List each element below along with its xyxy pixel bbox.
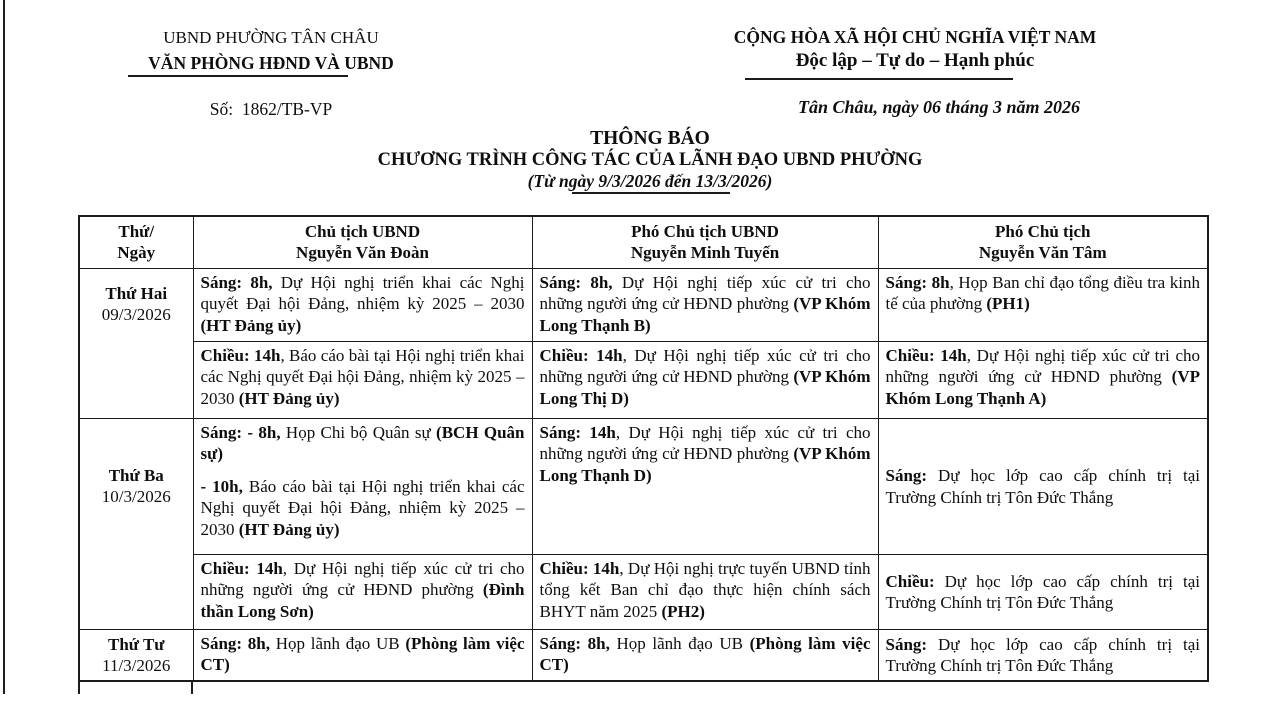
schedule-cell-tue-afternoon-vice1: Chiều: 14h, Dự Hội nghị trực tuyến UBND tỉnh tổng kết Ban chỉ đạo thực hiện chính sách BHYT năm 2025 (PH2) [532, 554, 878, 629]
national-title: CỘNG HÒA XÃ HỘI CHỦ NGHĨA VIỆT NAM [733, 27, 1097, 47]
table-row [79, 341, 1208, 418]
column-header-day: Thứ/ Ngày [79, 216, 193, 268]
schedule-cell-wed-morning-vice1: Sáng: 8h, Họp lãnh đạo UB (Phòng làm việc CT) [532, 629, 878, 681]
schedule-cell-mon-afternoon-chairman: Chiều: 14h, Báo cáo bài tại Hội nghị triển khai các Nghị quyết Đại hội Đảng, nhiệm kỳ 2025 – 2030 (HT Đảng ủy) [193, 341, 532, 418]
schedule-cell-wed-morning-chairman: Sáng: 8h, Họp lãnh đạo UB (Phòng làm việc CT) [193, 629, 532, 681]
page-edge-line [3, 0, 5, 694]
column-header-vice-chairman-1: Phó Chủ tịch UBND Nguyễn Minh Tuyến [532, 216, 878, 268]
office-name: VĂN PHÒNG HĐND VÀ UBND [148, 53, 394, 73]
title-underline [572, 192, 730, 194]
schedule-cell-mon-morning-vice1: Sáng: 8h, Dự Hội nghị tiếp xúc cử tri cho những người ứng cử HĐND phường (VP Khóm Long Thạnh B) [532, 268, 878, 341]
table-row [79, 268, 1208, 341]
doc-number: Số: 1862/TB-VP [209, 99, 333, 119]
schedule-cell-tue-afternoon-vice2: Chiều: Dự học lớp cao cấp chính trị tại Trường Chính trị Tôn Đức Thắng [878, 554, 1208, 629]
parent-org-name: UBND PHƯỜNG TÂN CHÂU [163, 28, 379, 47]
schedule-cell-wed-morning-vice2: Sáng: Dự học lớp cao cấp chính trị tại Trường Chính trị Tôn Đức Thắng [878, 629, 1208, 681]
schedule-cell-tue-morning-vice2: Sáng: Dự học lớp cao cấp chính trị tại Trường Chính trị Tôn Đức Thắng [878, 418, 1208, 554]
schedule-cell-tue-afternoon-chairman: Chiều: 14h, Dự Hội nghị tiếp xúc cử tri cho những người ứng cử HĐND phường (Đình thần Long Sơn) [193, 554, 532, 629]
schedule-cell-tue-morning-chairman: Sáng: - 8h, Họp Chi bộ Quân sự (BCH Quân sự) - 10h, Báo cáo bài tại Hội nghị triển khai các Nghị quyết Đại hội Đảng, nhiệm kỳ 2025 – 2030 (HT Đảng ủy) [193, 418, 532, 554]
header-left-block [78, 27, 464, 74]
schedule-table [78, 215, 1209, 682]
motto-underline [745, 78, 1013, 80]
table-header-row [79, 216, 1208, 268]
schedule-cell-mon-morning-chairman: Sáng: 8h, Dự Hội nghị triển khai các Nghị quyết Đại hội Đảng, nhiệm kỳ 2025 – 2030 (HT Đảng ủy) [193, 268, 532, 341]
table-border-stub-right [191, 681, 193, 694]
day-cell-monday: Thứ Hai 09/3/2026 [79, 268, 193, 418]
place-date-line: Tân Châu, ngày 06 tháng 3 năm 2026 [797, 97, 1081, 117]
schedule-cell-mon-morning-vice2: Sáng: 8h, Họp Ban chỉ đạo tổng điều tra kinh tế của phường (PH1) [878, 268, 1208, 341]
notice-title-block [150, 128, 1150, 192]
header-right-block [686, 26, 1144, 72]
column-header-chairman: Chủ tịch UBND Nguyễn Văn Đoàn [193, 216, 532, 268]
national-motto: Độc lập – Tự do – Hạnh phúc [795, 50, 1035, 71]
notice-date-range: (Từ ngày 9/3/2026 đến 13/3/2026) [527, 171, 773, 191]
table-row [79, 418, 1208, 554]
office-name-underline [128, 75, 348, 77]
day-cell-wednesday: Thứ Tư 11/3/2026 [79, 629, 193, 681]
schedule-cell-mon-afternoon-vice2: Chiều: 14h, Dự Hội nghị tiếp xúc cử tri cho những người ứng cử HĐND phường (VP Khóm Long Thạnh A) [878, 341, 1208, 418]
day-cell-tuesday: Thứ Ba 10/3/2026 [79, 418, 193, 629]
notice-subtitle: CHƯƠNG TRÌNH CÔNG TÁC CỦA LÃNH ĐẠO UBND PHƯỜNG [377, 150, 923, 170]
table-row [79, 629, 1208, 681]
table-border-stub-left [78, 681, 80, 694]
notice-title: THÔNG BÁO [590, 128, 710, 149]
column-header-vice-chairman-2: Phó Chủ tịch Nguyễn Văn Tâm [878, 216, 1208, 268]
schedule-cell-mon-afternoon-vice1: Chiều: 14h, Dự Hội nghị tiếp xúc cử tri cho những người ứng cử HĐND phường (VP Khóm Long Thị D) [532, 341, 878, 418]
table-row [79, 554, 1208, 629]
schedule-cell-tue-morning-vice1: Sáng: 14h, Dự Hội nghị tiếp xúc cử tri cho những người ứng cử HĐND phường (VP Khóm Long Thạnh D) [532, 418, 878, 554]
